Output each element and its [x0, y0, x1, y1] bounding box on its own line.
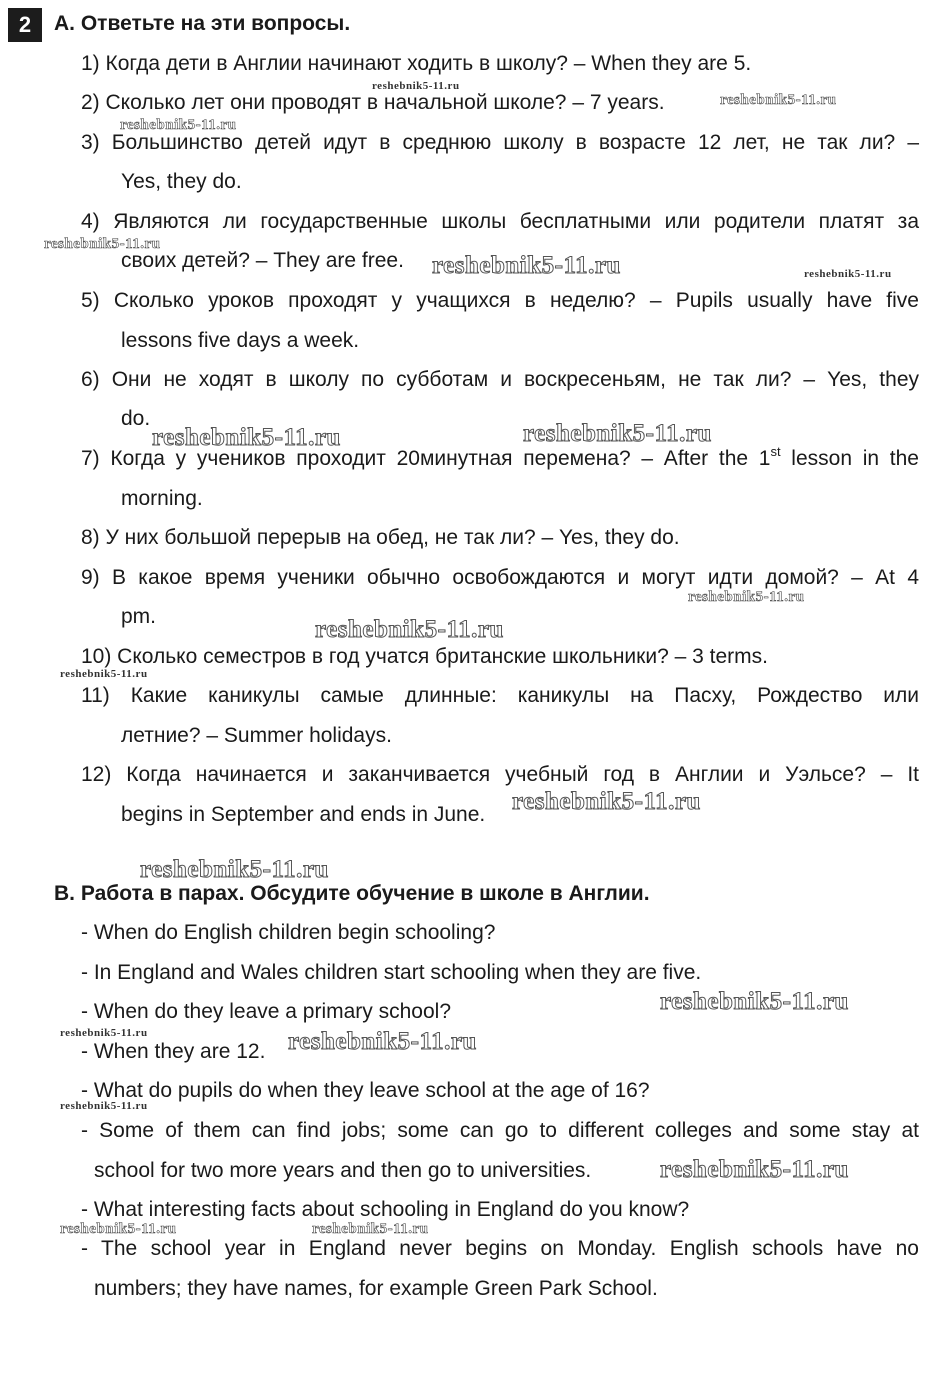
watermark: reshebnik5-11.ru: [512, 788, 701, 815]
watermark: reshebnik5-11.ru: [688, 589, 805, 605]
answer-line: lessons five days a week.: [121, 329, 360, 352]
watermark: reshebnik5-11.ru: [60, 1027, 148, 1039]
answer-line: 4) Являются ли государственные школы бесплатными или родители платят за: [81, 210, 919, 233]
watermark: reshebnik5-11.ru: [60, 668, 148, 680]
watermark: reshebnik5-11.ru: [523, 420, 712, 447]
answer-line: летние? – Summer holidays.: [121, 724, 392, 747]
watermark: reshebnik5-11.ru: [312, 1221, 429, 1237]
answer-line: 1) Когда дети в Англии начинают ходить в школу? – When they are 5.: [81, 52, 752, 75]
answer-line: 12) Когда начинается и заканчивается учебный год в Англии и Уэльсе? – It: [81, 763, 919, 786]
answer-line: 6) Они не ходят в школу по субботам и воскресеньям, не так ли? – Yes, they: [81, 368, 919, 391]
watermark: reshebnik5-11.ru: [372, 80, 460, 92]
watermark: reshebnik5-11.ru: [720, 92, 837, 108]
answer-line: 11) Какие каникулы самые длинные: каникулы на Пасху, Рождество или: [81, 684, 919, 707]
superscript-st: st: [770, 444, 781, 459]
answer-line: своих детей? – They are free.: [121, 249, 404, 272]
answer-line: 9) В какое время ученики обычно освобождаются и могут идти домой? – At 4: [81, 566, 919, 589]
dialogue-line: - Some of them can find jobs; some can go to different colleges and some stay at: [81, 1119, 919, 1142]
watermark: reshebnik5-11.ru: [660, 988, 849, 1015]
dialogue-line: - When do English children begin schooling?: [81, 921, 496, 944]
watermark: reshebnik5-11.ru: [120, 117, 237, 133]
watermark: reshebnik5-11.ru: [315, 616, 504, 643]
watermark: reshebnik5-11.ru: [140, 856, 329, 883]
answer-line: 2) Сколько лет они проводят в начальной школе? – 7 years.: [81, 91, 665, 114]
answer-line: morning.: [121, 487, 203, 510]
dialogue-line: - What interesting facts about schooling in England do you know?: [81, 1198, 690, 1221]
watermark: reshebnik5-11.ru: [288, 1028, 477, 1055]
answer-line: pm.: [121, 605, 157, 628]
watermark: reshebnik5-11.ru: [152, 424, 341, 451]
answer-line: do.: [121, 407, 151, 430]
watermark: reshebnik5-11.ru: [60, 1221, 177, 1237]
answer-line: begins in September and ends in June.: [121, 803, 486, 826]
answer-line: 5) Сколько уроков проходят у учащихся в неделю? – Pupils usually have five: [81, 289, 919, 312]
answer-line: 8) У них большой перерыв на обед, не так ли? – Yes, they do.: [81, 526, 680, 549]
dialogue-line: - In England and Wales children start schooling when they are five.: [81, 961, 702, 984]
answer-line: Yes, they do.: [121, 170, 242, 193]
answer-line-part: 7) Когда у учеников проходит 20минутная перемена? – After the 1: [81, 447, 771, 470]
answer-line-part: lesson in the: [780, 447, 919, 470]
watermark: reshebnik5-11.ru: [44, 236, 161, 252]
section-a-title: A. Ответьте на эти вопросы.: [54, 12, 351, 35]
dialogue-line: - What do pupils do when they leave school at the age of 16?: [81, 1079, 650, 1102]
dialogue-line: - When do they leave a primary school?: [81, 1000, 452, 1023]
dialogue-line: - The school year in England never begins on Monday. English schools have no: [81, 1237, 919, 1260]
section-b-title: B. Работа в парах. Обсудите обучение в школе в Англии.: [54, 882, 650, 905]
watermark: reshebnik5-11.ru: [804, 268, 892, 280]
watermark: reshebnik5-11.ru: [60, 1100, 148, 1112]
exercise-number-badge: 2: [8, 8, 42, 42]
watermark: reshebnik5-11.ru: [660, 1156, 849, 1183]
dialogue-line: numbers; they have names, for example Green Park School.: [94, 1277, 658, 1300]
answer-line: 3) Большинство детей идут в среднюю школу в возрасте 12 лет, не так ли? –: [81, 131, 919, 154]
watermark: reshebnik5-11.ru: [432, 252, 621, 279]
answer-line: 10) Сколько семестров в год учатся британские школьники? – 3 terms.: [81, 645, 768, 668]
dialogue-line: - When they are 12.: [81, 1040, 266, 1063]
dialogue-line: school for two more years and then go to universities.: [94, 1159, 592, 1182]
